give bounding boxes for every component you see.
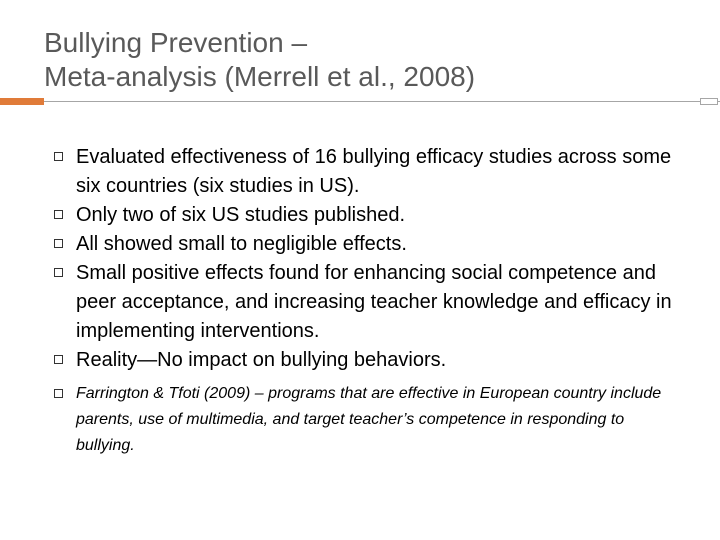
bullet-item bbox=[44, 346, 684, 375]
title-rule-accent bbox=[0, 98, 44, 105]
bullet-text: Reality—No impact on bullying behaviors. bbox=[76, 349, 447, 371]
bullet-text: All showed small to negligible effects. bbox=[76, 233, 407, 255]
note-text: Farrington & Tfoti (2009) – programs that are effective in European country include parents, use of multimedia, and target teacher’s competence in responding to bullying. bbox=[76, 385, 662, 454]
slide-title bbox=[44, 26, 684, 94]
bullet-text: Evaluated effectiveness of 16 bullying efficacy studies across some six countries (six studies in US). bbox=[76, 146, 672, 197]
square-bullet-icon bbox=[54, 239, 63, 248]
square-bullet-icon bbox=[54, 355, 63, 364]
square-bullet-icon bbox=[54, 389, 63, 398]
bullet-item-note bbox=[44, 381, 684, 459]
bullet-text: Only two of six US studies published. bbox=[76, 204, 406, 226]
square-bullet-icon bbox=[54, 152, 63, 161]
bullet-item bbox=[44, 143, 684, 201]
square-bullet-icon bbox=[54, 268, 63, 277]
bullet-item bbox=[44, 259, 684, 346]
slide-title-line-1: Bullying Prevention – bbox=[44, 27, 308, 58]
slide-title-line-2: Meta-analysis (Merrell et al., 2008) bbox=[44, 61, 476, 92]
square-bullet-icon bbox=[54, 210, 63, 219]
bullet-list bbox=[44, 143, 684, 459]
bullet-item bbox=[44, 201, 684, 230]
bullet-item bbox=[44, 230, 684, 259]
title-rule-end-box bbox=[700, 98, 718, 105]
bullet-text: Small positive effects found for enhancing social competence and peer acceptance, and increasing teacher knowledge and efficacy in implementing interventions. bbox=[76, 262, 672, 342]
title-rule-line bbox=[44, 101, 720, 102]
